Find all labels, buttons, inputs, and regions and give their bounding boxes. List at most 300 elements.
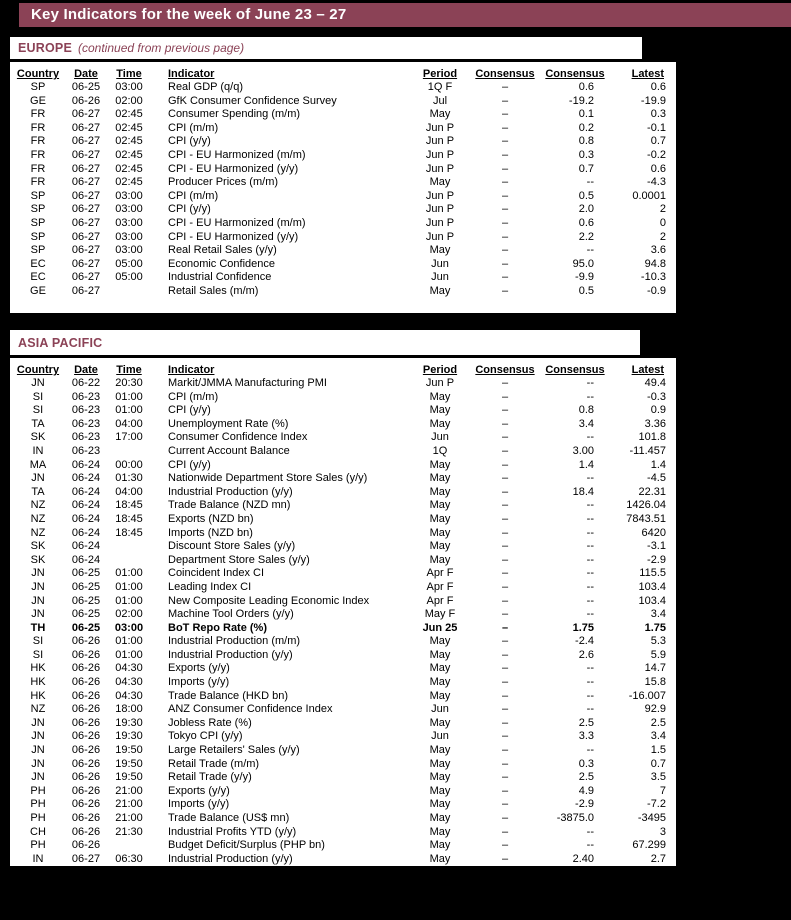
cell-period: May xyxy=(429,825,451,838)
cell-period: Jun P xyxy=(425,189,455,202)
cell-period: Jun P xyxy=(425,203,455,216)
cell-consensus2: 18.4 xyxy=(572,485,594,498)
cell-country: PH xyxy=(30,798,46,811)
cell-consensus2: 2.5 xyxy=(578,771,594,784)
cell-consensus2: 2.6 xyxy=(578,648,594,661)
cell-date: 06-27 xyxy=(71,148,101,161)
cell-time: 04:00 xyxy=(115,417,143,430)
cell-period: May xyxy=(429,839,451,852)
cell-latest: 5.9 xyxy=(650,648,666,661)
cell-consensus1: – xyxy=(501,757,509,770)
cell-time: 19:50 xyxy=(115,771,143,784)
cell-consensus1: – xyxy=(501,540,509,553)
cell-period: May xyxy=(429,744,451,757)
cell-date: 06-27 xyxy=(71,216,101,229)
column-header-date: Date xyxy=(74,68,98,80)
cell-indicator: Industrial Production (y/y) xyxy=(168,852,293,865)
cell-consensus2: -- xyxy=(586,526,594,539)
cell-time: 19:30 xyxy=(115,730,143,743)
cell-indicator: Retail Sales (m/m) xyxy=(168,284,259,297)
cell-date: 06-23 xyxy=(71,431,101,444)
cell-time: 00:00 xyxy=(115,458,143,471)
cell-country: PH xyxy=(30,812,46,824)
cell-time: 02:45 xyxy=(115,162,143,175)
cell-date: 06-27 xyxy=(71,271,101,284)
cell-indicator: Consumer Spending (m/m) xyxy=(168,108,301,121)
cell-latest: -0.3 xyxy=(647,390,666,403)
asia-table-panel xyxy=(10,358,676,866)
cell-latest: 3.36 xyxy=(644,417,666,430)
table-row xyxy=(12,798,670,812)
cell-time: 03:00 xyxy=(115,81,143,93)
cell-indicator: Current Account Balance xyxy=(168,444,290,457)
column-header-consensus2: Consensus xyxy=(545,364,605,376)
cell-period: May xyxy=(429,176,451,189)
cell-country: JN xyxy=(31,567,45,580)
cell-consensus1: – xyxy=(501,189,509,202)
cell-period: Jun P xyxy=(425,216,455,229)
table-row xyxy=(12,217,670,231)
table-row xyxy=(12,608,670,622)
cell-indicator: CPI (y/y) xyxy=(168,458,211,471)
cell-consensus1: – xyxy=(501,676,509,689)
cell-consensus2: -19.2 xyxy=(568,94,594,107)
cell-consensus1: – xyxy=(501,648,509,661)
column-header-country: Country xyxy=(16,364,60,376)
cell-country: JN xyxy=(31,377,45,389)
cell-time: 19:50 xyxy=(115,744,143,757)
cell-consensus1: – xyxy=(501,108,509,121)
cell-consensus1: – xyxy=(501,662,509,675)
cell-consensus1: – xyxy=(501,377,509,389)
cell-indicator: ANZ Consumer Confidence Index xyxy=(168,703,333,716)
cell-period: May xyxy=(429,499,451,512)
cell-period: May xyxy=(429,553,451,566)
cell-date: 06-27 xyxy=(71,244,101,257)
europe-table-header-row xyxy=(12,63,670,81)
cell-time: 02:00 xyxy=(115,94,143,107)
cell-country: SP xyxy=(30,189,46,202)
cell-consensus2: -2.4 xyxy=(575,635,594,648)
cell-time: 01:00 xyxy=(115,648,143,661)
cell-time xyxy=(108,540,150,554)
cell-country: SI xyxy=(32,404,44,417)
cell-consensus2: -9.9 xyxy=(575,271,594,284)
table-row xyxy=(12,771,670,785)
cell-consensus1: – xyxy=(501,81,509,93)
cell-consensus1: – xyxy=(501,485,509,498)
cell-date: 06-25 xyxy=(71,621,101,634)
cell-date: 06-22 xyxy=(71,377,101,389)
cell-consensus2: 0.6 xyxy=(578,216,594,229)
cell-country: JN xyxy=(31,580,45,593)
cell-indicator: Trade Balance (NZD mn) xyxy=(168,499,291,512)
cell-latest: 3.5 xyxy=(650,771,666,784)
cell-consensus2: -- xyxy=(586,744,594,757)
cell-latest: 15.8 xyxy=(644,676,666,689)
cell-country: EC xyxy=(30,257,46,270)
cell-country: JN xyxy=(31,757,45,770)
cell-country: TA xyxy=(31,417,45,430)
cell-consensus1: – xyxy=(501,784,509,797)
table-row xyxy=(12,404,670,418)
cell-country: SP xyxy=(30,203,46,216)
cell-latest: -10.3 xyxy=(640,271,666,284)
cell-date: 06-24 xyxy=(71,540,101,553)
cell-time xyxy=(108,285,150,299)
cell-country: JN xyxy=(31,608,45,621)
cell-indicator: Retail Trade (m/m) xyxy=(168,757,260,770)
cell-country: CH xyxy=(30,825,46,838)
cell-country: JN xyxy=(31,771,45,784)
europe-section-header xyxy=(10,37,642,59)
cell-consensus2: -- xyxy=(586,176,594,189)
cell-consensus1: – xyxy=(501,771,509,784)
table-row xyxy=(12,853,670,867)
cell-indicator: Exports (NZD bn) xyxy=(168,512,254,525)
table-row xyxy=(12,513,670,527)
cell-country: IN xyxy=(32,444,44,457)
cell-country: JN xyxy=(31,472,45,485)
column-header-country: Country xyxy=(16,68,60,80)
cell-latest: -3.1 xyxy=(647,540,666,553)
cell-date: 06-26 xyxy=(71,635,101,648)
cell-date: 06-23 xyxy=(71,444,101,457)
column-header-consensus2: Consensus xyxy=(545,68,605,80)
cell-country: SP xyxy=(30,244,46,257)
cell-latest: 103.4 xyxy=(638,594,666,607)
cell-date: 06-27 xyxy=(71,203,101,216)
cell-consensus1: – xyxy=(501,404,509,417)
cell-indicator: Consumer Confidence Index xyxy=(168,431,308,444)
cell-indicator: Industrial Profits YTD (y/y) xyxy=(168,825,297,838)
cell-period: May xyxy=(429,390,451,403)
cell-latest: 0.7 xyxy=(650,135,666,148)
cell-time xyxy=(108,445,150,459)
cell-consensus1: – xyxy=(501,689,509,702)
column-header-indicator: Indicator xyxy=(168,68,215,80)
cell-latest: 0.3 xyxy=(650,108,666,121)
cell-period: Jun xyxy=(431,257,449,270)
cell-period: Jul xyxy=(432,94,448,107)
cell-consensus1: – xyxy=(501,730,509,743)
cell-date: 06-27 xyxy=(71,162,101,175)
cell-latest: 103.4 xyxy=(638,580,666,593)
cell-consensus2: -- xyxy=(586,703,594,716)
cell-date: 06-24 xyxy=(71,526,101,539)
cell-time: 03:00 xyxy=(115,203,143,216)
cell-country: FR xyxy=(30,176,46,189)
cell-time: 04:30 xyxy=(115,662,143,675)
cell-consensus2: 2.0 xyxy=(578,203,594,216)
cell-time: 02:45 xyxy=(115,121,143,134)
cell-time: 21:30 xyxy=(115,825,143,838)
cell-consensus2: -- xyxy=(586,244,594,257)
cell-latest: 2 xyxy=(659,203,666,216)
cell-indicator: CPI (m/m) xyxy=(168,390,219,403)
cell-latest: 0.6 xyxy=(650,162,666,175)
cell-consensus2: -- xyxy=(586,594,594,607)
cell-latest: -11.457 xyxy=(629,444,666,457)
cell-consensus2: -- xyxy=(586,553,594,566)
cell-consensus1: – xyxy=(501,839,509,852)
cell-date: 06-23 xyxy=(71,390,101,403)
cell-period: May xyxy=(429,526,451,539)
asia-table-header-row xyxy=(12,359,670,377)
cell-period: Jun xyxy=(431,730,449,743)
cell-time: 01:00 xyxy=(115,390,143,403)
cell-consensus2: -- xyxy=(586,499,594,512)
table-row xyxy=(12,662,670,676)
cell-period: May xyxy=(429,648,451,661)
cell-period: May xyxy=(429,244,451,257)
cell-time: 20:30 xyxy=(115,377,143,389)
cell-date: 06-26 xyxy=(71,757,101,770)
cell-consensus2: -- xyxy=(586,431,594,444)
cell-consensus2: -- xyxy=(586,825,594,838)
cell-indicator: Budget Deficit/Surplus (PHP bn) xyxy=(168,839,325,852)
cell-time: 03:00 xyxy=(115,189,143,202)
cell-indicator: CPI - EU Harmonized (m/m) xyxy=(168,216,306,229)
cell-consensus2: 0.2 xyxy=(578,121,594,134)
table-row xyxy=(12,554,670,568)
cell-consensus2: 0.8 xyxy=(578,135,594,148)
cell-time xyxy=(108,554,150,568)
cell-period: May xyxy=(429,540,451,553)
cell-consensus1: – xyxy=(501,216,509,229)
cell-latest: 6420 xyxy=(641,526,666,539)
table-row xyxy=(12,163,670,177)
cell-consensus2: 0.3 xyxy=(578,757,594,770)
cell-time: 03:00 xyxy=(115,244,143,257)
table-row xyxy=(12,744,670,758)
page-title: Key Indicators for the week of June 23 – 27 xyxy=(31,6,347,23)
cell-country: SK xyxy=(30,431,46,444)
cell-date: 06-27 xyxy=(71,108,101,121)
cell-consensus1: – xyxy=(501,526,509,539)
cell-time: 03:00 xyxy=(114,621,144,634)
cell-period: May xyxy=(429,771,451,784)
cell-indicator: New Composite Leading Economic Index xyxy=(168,594,370,607)
table-row xyxy=(12,285,670,299)
cell-consensus1: – xyxy=(501,444,509,457)
cell-country: TA xyxy=(31,485,45,498)
cell-date: 06-26 xyxy=(71,94,101,107)
europe-table-body xyxy=(12,81,670,299)
cell-country: SP xyxy=(30,230,46,243)
cell-country: SI xyxy=(32,390,44,403)
cell-latest: -19.9 xyxy=(640,94,666,107)
cell-latest: 94.8 xyxy=(644,257,666,270)
cell-latest: 0.7 xyxy=(650,757,666,770)
cell-time xyxy=(108,839,150,853)
asia-table-body xyxy=(12,377,670,866)
cell-period: May xyxy=(429,784,451,797)
cell-indicator: CPI - EU Harmonized (y/y) xyxy=(168,162,299,175)
cell-period: Jun P xyxy=(425,148,455,161)
cell-indicator: Industrial Production (y/y) xyxy=(168,648,293,661)
column-header-time: Time xyxy=(116,68,142,80)
table-row xyxy=(12,676,670,690)
cell-time: 03:00 xyxy=(115,216,143,229)
cell-period: May xyxy=(429,512,451,525)
cell-latest: -0.2 xyxy=(647,148,666,161)
cell-period: May xyxy=(429,798,451,811)
cell-indicator: Tokyo CPI (y/y) xyxy=(168,730,243,743)
column-header-period: Period xyxy=(422,364,458,376)
column-header-indicator: Indicator xyxy=(168,364,215,376)
cell-consensus1: – xyxy=(501,94,509,107)
cell-consensus1: – xyxy=(501,512,509,525)
cell-consensus1: – xyxy=(501,148,509,161)
cell-time: 04:30 xyxy=(115,689,143,702)
table-row xyxy=(12,244,670,258)
cell-period: Jun P xyxy=(425,121,455,134)
cell-indicator: Markit/JMMA Manufacturing PMI xyxy=(168,377,327,389)
cell-time: 05:00 xyxy=(115,271,143,284)
cell-country: TH xyxy=(30,621,46,634)
asia-section-label: ASIA PACIFIC xyxy=(18,335,103,350)
cell-indicator: Unemployment Rate (%) xyxy=(168,417,289,430)
cell-date: 06-26 xyxy=(71,730,101,743)
cell-date: 06-27 xyxy=(71,189,101,202)
cell-date: 06-26 xyxy=(71,648,101,661)
cell-country: IN xyxy=(32,852,44,865)
cell-date: 06-27 xyxy=(71,852,101,865)
cell-consensus1: – xyxy=(501,580,509,593)
cell-date: 06-25 xyxy=(71,608,101,621)
cell-country: SK xyxy=(30,553,46,566)
column-header-date: Date xyxy=(74,364,98,376)
cell-period: Jun xyxy=(431,431,449,444)
cell-date: 06-26 xyxy=(71,662,101,675)
table-row xyxy=(12,758,670,772)
cell-date: 06-25 xyxy=(71,81,101,93)
cell-latest: 67.299 xyxy=(632,839,666,852)
table-row xyxy=(12,190,670,204)
cell-period: Jun P xyxy=(425,230,455,243)
cell-consensus2: -- xyxy=(586,839,594,852)
cell-latest: -4.3 xyxy=(647,176,666,189)
cell-country: FR xyxy=(30,162,46,175)
cell-period: May xyxy=(429,485,451,498)
cell-consensus1: – xyxy=(501,390,509,403)
cell-date: 06-23 xyxy=(71,404,101,417)
cell-latest: 115.5 xyxy=(639,567,666,580)
cell-consensus2: 0.3 xyxy=(578,148,594,161)
cell-indicator: Exports (y/y) xyxy=(168,784,230,797)
cell-indicator: CPI (m/m) xyxy=(168,189,219,202)
cell-indicator: CPI - EU Harmonized (m/m) xyxy=(168,148,306,161)
table-row xyxy=(12,635,670,649)
cell-consensus1: – xyxy=(501,567,509,580)
cell-period: May xyxy=(429,676,451,689)
table-row xyxy=(12,703,670,717)
table-row xyxy=(12,690,670,704)
cell-latest: 7 xyxy=(659,784,666,797)
table-row xyxy=(12,839,670,853)
cell-date: 06-27 xyxy=(71,135,101,148)
cell-time: 01:00 xyxy=(115,404,143,417)
table-row xyxy=(12,431,670,445)
table-row xyxy=(12,271,670,285)
cell-date: 06-26 xyxy=(71,689,101,702)
cell-consensus1: – xyxy=(501,458,509,471)
cell-consensus1: – xyxy=(501,499,509,512)
cell-period: May xyxy=(429,635,451,648)
cell-indicator: Nationwide Department Store Sales (y/y) xyxy=(168,472,368,485)
cell-consensus2: 2.2 xyxy=(578,230,594,243)
cell-period: Apr F xyxy=(426,567,454,580)
cell-date: 06-24 xyxy=(71,485,101,498)
table-row xyxy=(12,135,670,149)
cell-latest: 1.5 xyxy=(650,744,666,757)
cell-consensus2: 0.5 xyxy=(578,189,594,202)
table-row xyxy=(12,149,670,163)
cell-indicator: Industrial Confidence xyxy=(168,271,272,284)
table-row xyxy=(12,567,670,581)
cell-latest: -2.9 xyxy=(647,553,666,566)
cell-country: FR xyxy=(30,108,46,121)
cell-country: SK xyxy=(30,540,46,553)
cell-latest: 2.7 xyxy=(650,852,666,865)
cell-country: JN xyxy=(31,730,45,743)
cell-period: May xyxy=(429,689,451,702)
cell-time: 04:30 xyxy=(115,676,143,689)
cell-time: 18:45 xyxy=(115,499,143,512)
cell-country: FR xyxy=(30,135,46,148)
cell-consensus1: – xyxy=(501,594,509,607)
table-row xyxy=(12,418,670,432)
cell-consensus2: -- xyxy=(586,472,594,485)
cell-latest: 1.75 xyxy=(644,621,666,634)
cell-latest: -3495 xyxy=(637,812,666,824)
cell-country: PH xyxy=(30,784,46,797)
cell-consensus2: -- xyxy=(586,662,594,675)
table-row xyxy=(12,826,670,840)
cell-country: SP xyxy=(30,81,46,93)
cell-country: PH xyxy=(30,839,46,852)
cell-consensus1: – xyxy=(501,472,509,485)
cell-time: 02:45 xyxy=(115,176,143,189)
cell-date: 06-25 xyxy=(71,594,101,607)
europe-table xyxy=(12,63,670,299)
cell-consensus2: -- xyxy=(586,676,594,689)
cell-consensus1: – xyxy=(501,203,509,216)
cell-time: 06:30 xyxy=(115,852,143,865)
cell-latest: -7.2 xyxy=(647,798,666,811)
cell-time: 01:00 xyxy=(115,567,143,580)
cell-latest: 0.6 xyxy=(650,81,666,93)
cell-consensus2: 3.4 xyxy=(578,417,594,430)
cell-date: 06-27 xyxy=(71,230,101,243)
cell-consensus1: – xyxy=(501,121,509,134)
cell-country: MA xyxy=(29,458,47,471)
table-row xyxy=(12,122,670,136)
cell-time: 04:00 xyxy=(115,485,143,498)
table-row xyxy=(12,203,670,217)
cell-date: 06-26 xyxy=(71,839,101,852)
table-row xyxy=(12,108,670,122)
cell-consensus2: -- xyxy=(586,512,594,525)
cell-indicator: Leading Index CI xyxy=(168,580,252,593)
cell-country: JN xyxy=(31,594,45,607)
cell-latest: 3.4 xyxy=(650,730,666,743)
cell-consensus1: – xyxy=(501,798,509,811)
cell-consensus2: 3.00 xyxy=(572,444,594,457)
cell-consensus2: 1.75 xyxy=(572,621,594,634)
cell-period: Apr F xyxy=(426,594,454,607)
